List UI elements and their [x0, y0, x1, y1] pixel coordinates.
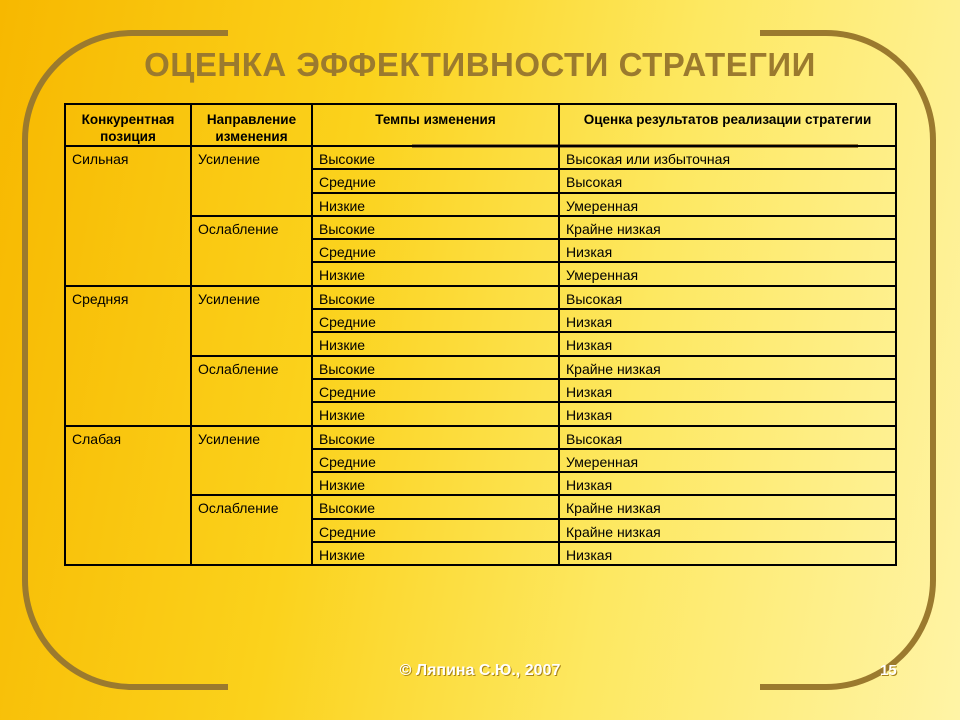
cell-rate: Низкие [312, 402, 559, 425]
header-position: Конкурентная позиция [65, 104, 191, 146]
cell-rate: Высокие [312, 286, 559, 309]
slide-title: ОЦЕНКА ЭФФЕКТИВНОСТИ СТРАТЕГИИ [144, 46, 816, 83]
cell-result: Умеренная [559, 262, 896, 285]
cell-result: Низкая [559, 542, 896, 565]
cell-rate: Высокие [312, 495, 559, 518]
cell-result: Низкая [559, 332, 896, 355]
cell-direction: Ослабление [191, 495, 312, 565]
cell-result: Низкая [559, 309, 896, 332]
cell-rate: Высокие [312, 216, 559, 239]
cell-result: Высокая или избыточная [559, 146, 896, 169]
cell-result: Высокая [559, 169, 896, 192]
copyright-footer: © Ляпина С.Ю., 2007 [399, 662, 561, 679]
table-row [65, 286, 896, 309]
cell-rate: Высокие [312, 146, 559, 169]
strategy-evaluation-table [64, 103, 897, 566]
cell-rate: Средние [312, 519, 559, 542]
cell-result: Низкая [559, 239, 896, 262]
cell-rate: Высокие [312, 426, 559, 449]
cell-result: Низкая [559, 402, 896, 425]
cell-result: Высокая [559, 426, 896, 449]
cell-rate: Средние [312, 449, 559, 472]
cell-rate: Средние [312, 379, 559, 402]
cell-direction: Ослабление [191, 356, 312, 426]
cell-position: Сильная [65, 146, 191, 286]
cell-position: Слабая [65, 426, 191, 566]
cell-result: Низкая [559, 379, 896, 402]
cell-rate: Низкие [312, 193, 559, 216]
cell-rate: Средние [312, 169, 559, 192]
cell-position: Средняя [65, 286, 191, 426]
cell-rate: Низкие [312, 542, 559, 565]
header-result: Оценка результатов реализации стратегии [559, 104, 896, 146]
cell-direction: Усиление [191, 286, 312, 356]
table-row [65, 426, 896, 449]
header-rate: Темпы изменения [312, 104, 559, 146]
cell-rate: Низкие [312, 472, 559, 495]
cell-rate: Средние [312, 239, 559, 262]
table-body [65, 146, 896, 565]
cell-result: Крайне низкая [559, 519, 896, 542]
cell-result: Крайне низкая [559, 495, 896, 518]
cell-direction: Ослабление [191, 216, 312, 286]
cell-direction: Усиление [191, 426, 312, 496]
cell-result: Высокая [559, 286, 896, 309]
table-header-row [65, 104, 896, 146]
table-row [65, 146, 896, 169]
header-direction: Направление изменения [191, 104, 312, 146]
cell-rate: Высокие [312, 356, 559, 379]
cell-result: Низкая [559, 472, 896, 495]
cell-rate: Низкие [312, 332, 559, 355]
cell-result: Крайне низкая [559, 216, 896, 239]
page-number: 15 [880, 662, 897, 679]
cell-result: Умеренная [559, 193, 896, 216]
cell-rate: Низкие [312, 262, 559, 285]
cell-rate: Средние [312, 309, 559, 332]
cell-result: Крайне низкая [559, 356, 896, 379]
cell-direction: Усиление [191, 146, 312, 216]
cell-result: Умеренная [559, 449, 896, 472]
